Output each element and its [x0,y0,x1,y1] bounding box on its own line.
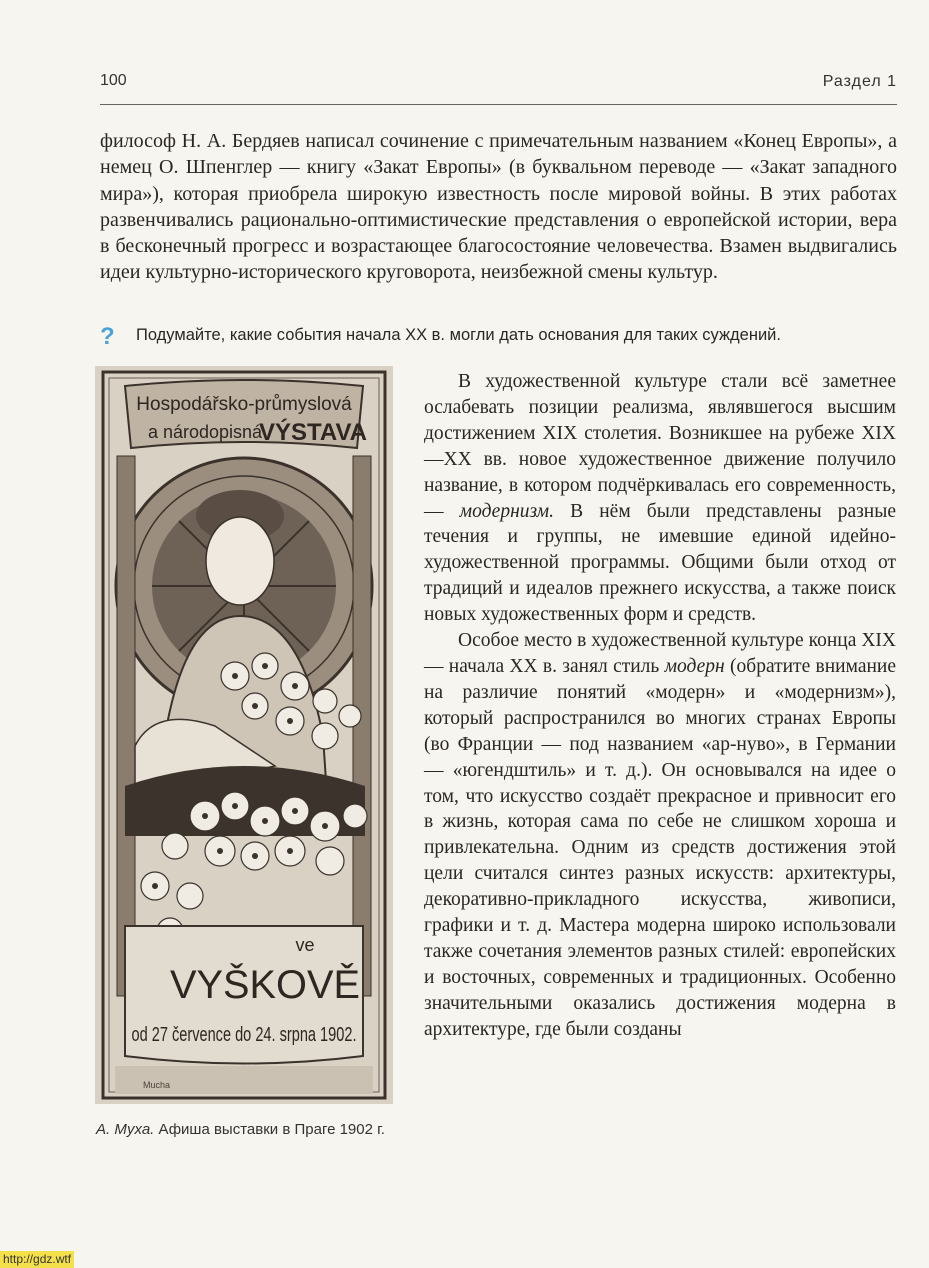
paragraph-modernism-part1: В художественной культуре стали всё заметнее ослабевать позиции реализма, являвшегося высшим достижением XIX столетия. Возникшее на рубеже XIX—XX вв. новое художественное движение получило название, в котором подчёркивалась его современность, — [424,371,896,522]
poster-image [95,366,393,1104]
watermark-link[interactable]: http://gdz.wtf [0,1251,74,1268]
caption-author: А. Муха. [96,1121,155,1138]
term-modernism: модернизм. [459,500,554,522]
page-number: 100 [100,72,127,89]
paragraph-modernism-part2: В нём были представлены разные течения и группы, не имевшие единой идейно-художественной программы. Общими были отход от традиций и идеалов прежнего искусства, а также поиск новых художественных форм и средств. [424,500,897,626]
paragraph-modernism [424,369,896,628]
caption-text: Афиша выставки в Праге 1902 г. [158,1121,385,1138]
poster-dates: od 27 července do 24. srpna 1902. [131,1024,357,1046]
main-column-text [424,369,896,1043]
question-text: Подумайте, какие события начала XX в. могли дать основания для таких суждений. [136,326,781,344]
poster-caption [96,1120,396,1139]
poster-signature: Mucha [143,1080,171,1090]
poster-city: VYŠKOVĚ [170,963,362,1007]
paragraph-modern-part1: Особое место в художественной культуре конца XIX — начала XX в. занял стиль [424,630,896,677]
paragraph-modern-style [424,628,896,1043]
poster-title-line2: a národopisná [147,422,263,442]
poster-title-line1: Hospodářsko-průmyslová [136,394,352,415]
intro-paragraph: философ Н. А. Бердяев написал сочинение с примечательным названием «Конец Европы», а немец О. Шпенглер — книгу «Закат Европы» (в буквальном переводе — «Закат западного мира»), которая приобрела широкую известность после мировой войны. В этих работах развенчивались рационально-оптимистические представления о европейской истории, вера в бесконечный прогресс и возрастающее благосостояние человечества. Взамен выдвигались идеи культурно-исторического круговорота, неизбежной смены культур. [100,130,897,284]
poster-title-line3: VÝSTAVA [258,419,368,446]
question-icon: ? [100,323,115,350]
poster-ve: ve [295,935,315,955]
header-rule [100,104,897,105]
paragraph-modern-part2: (обратите внимание на различие понятий «модерн» и «модернизм»), который распространился во многих странах Европы (во Франции — под названием «ар-нуво», в Германии — «югендштиль» и т. д.). Он основывался на идее о том, что искусство создаёт прекрасное и привносит его в жизнь, которая сама по себе не слишком хороша и привлекательна. Одним из средств достижения этой цели считался синтез разных искусств: архитектуры, декоративно-прикладного искусства, живописи, графики и т. д. Мастера модерна широко использовали также сочетания элементов разных стилей: европейских и восточных, современных и традиционных. Особенно значительными оказались достижения модерна в архитектуре, где были созданы [424,655,896,1040]
section-title: Раздел 1 [822,73,897,90]
term-modern: модерн [664,655,725,677]
